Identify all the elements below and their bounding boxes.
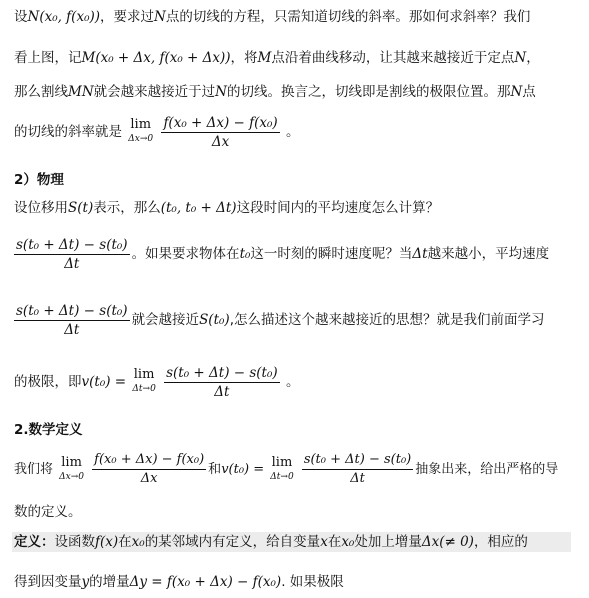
lim-subscript: Δt→0 (270, 471, 294, 482)
text: 。 (286, 124, 300, 140)
fraction-numerator: f(x₀ + Δx) − f(x₀) (92, 451, 206, 470)
math-expression: Δy = f(x₀ + Δx) − f(x₀) (129, 574, 282, 590)
fraction-numerator: f(x₀ + Δx) − f(x₀) (163, 114, 278, 131)
text: 的切线的斜率就是 (14, 124, 122, 140)
text-line (14, 234, 583, 274)
text: ，相应的 (473, 534, 528, 550)
text: 点沿着曲线移动，让其越来越接近于定点 (271, 50, 515, 66)
text-line (14, 48, 583, 68)
text: 得到因变量 (14, 574, 82, 590)
text: 。如果要求物体在 (131, 246, 240, 262)
math-expression: N (154, 9, 166, 25)
lim-subscript: Δx→0 (128, 134, 154, 144)
fraction (164, 364, 280, 401)
fraction (92, 451, 206, 488)
text-line (14, 112, 583, 152)
text: ，要求过 (100, 9, 155, 25)
text: 处加上增量 (354, 534, 422, 550)
fraction-denominator: Δt (350, 471, 365, 486)
math-expression: v(t₀) = (221, 462, 265, 477)
math-expression: v(t₀) = (81, 374, 127, 390)
math-expression: y (81, 574, 90, 590)
fraction-numerator: s(t₀ + Δt) − s(t₀) (166, 364, 278, 381)
text: 越来越小，平均速度 (427, 246, 550, 262)
fraction-numerator: s(t₀ + Δt) − s(t₀) (302, 451, 413, 470)
text: 表示，那么 (93, 200, 161, 216)
lim-subscript: Δx→0 (59, 471, 84, 482)
math-expression: Δx(≠ 0) (421, 534, 474, 550)
math-expression: N (215, 84, 227, 100)
math-expression: N (510, 84, 523, 100)
text-line (14, 198, 583, 218)
fraction-numerator: s(t₀ + Δt) − s(t₀) (16, 302, 128, 319)
text: 设位移用 (14, 200, 68, 216)
limit-operator (132, 368, 155, 396)
lim-text: lim (130, 117, 152, 132)
fraction-denominator: Δt (214, 383, 230, 400)
text: 那么割线 (14, 84, 68, 100)
fraction-denominator: Δx (211, 133, 230, 150)
text: 的某邻域内有定义，给自变量 (144, 534, 321, 550)
text: 在 (327, 534, 342, 550)
math-expression: (t₀, t₀ + Δt) (160, 200, 237, 216)
fraction (14, 302, 130, 339)
text: 的极限，即 (14, 374, 82, 390)
math-expression: x₀ (341, 534, 355, 550)
lim-subscript: Δt→0 (132, 384, 156, 394)
math-expression: MN (68, 84, 94, 100)
math-expression: t₀ (239, 246, 251, 262)
lim-text: lim (61, 454, 82, 470)
lim-text: lim (271, 454, 293, 470)
math-expression: N(x₀, f(x₀)) (27, 9, 101, 25)
text: 我们将 (14, 462, 54, 477)
text-line (14, 82, 583, 102)
math-expression: x (320, 534, 328, 550)
math-expression: M(x₀ + Δx, f(x₀ + Δx)) (81, 50, 231, 66)
text: 这段时间内的平均速度怎么计算？ (236, 200, 440, 216)
definition-highlight (12, 532, 571, 552)
text: 和 (208, 462, 222, 477)
text: 。 (285, 374, 300, 390)
text: 设 (14, 9, 28, 25)
math-expression: S(t) (68, 200, 94, 216)
fraction (302, 451, 413, 488)
text-line (14, 7, 583, 27)
text-line (14, 450, 583, 490)
text-line (14, 300, 583, 340)
math-expression: S(t₀) (199, 312, 230, 328)
text: 就会越来越接近于过 (93, 84, 216, 100)
text-line (14, 362, 583, 402)
text: 这一时刻的瞬时速度呢？当 (250, 246, 413, 262)
text: 看上图，记 (14, 50, 82, 66)
text: ,怎么描述这个越来越接近的思想？就是我们前面学习 (229, 312, 545, 328)
text: 就会越接近 (131, 312, 200, 328)
section-heading: 2）物理 (14, 172, 64, 188)
section-heading: 2.数学定义 (14, 422, 83, 438)
text: 设函数 (54, 534, 95, 550)
math-expression: M (257, 50, 272, 66)
text: 点的切线的方程，只需知道切线的斜率。那如何求斜率？我们 (165, 9, 531, 25)
text-line: 数的定义。 (14, 504, 82, 520)
math-expression: Δt (412, 246, 428, 262)
text: 在 (118, 534, 132, 550)
definition-label: 定义： (14, 534, 55, 550)
fraction (161, 114, 279, 151)
text: 的切线。换言之，切线即是割线的极限位置。那 (226, 84, 511, 100)
math-expression: f(x) (95, 534, 119, 550)
fraction-numerator: s(t₀ + Δt) − s(t₀) (16, 236, 128, 253)
lim-text: lim (133, 367, 155, 382)
fraction (14, 236, 130, 273)
limit-operator (128, 118, 153, 146)
fraction-denominator: Δt (64, 321, 80, 338)
text: ，将 (230, 50, 258, 66)
limit-operator (270, 456, 293, 484)
text: . 如果极限 (281, 574, 344, 590)
text: 点 (522, 84, 536, 100)
text: 的增量 (89, 574, 130, 590)
limit-operator (59, 456, 84, 484)
text-line (14, 572, 583, 592)
text: 抽象出来，给出严格的导 (415, 462, 559, 477)
fraction-denominator: Δt (64, 255, 80, 272)
text: ， (526, 50, 540, 66)
math-expression: N (514, 50, 527, 66)
math-expression: x₀ (131, 534, 145, 550)
fraction-denominator: Δx (140, 471, 158, 486)
